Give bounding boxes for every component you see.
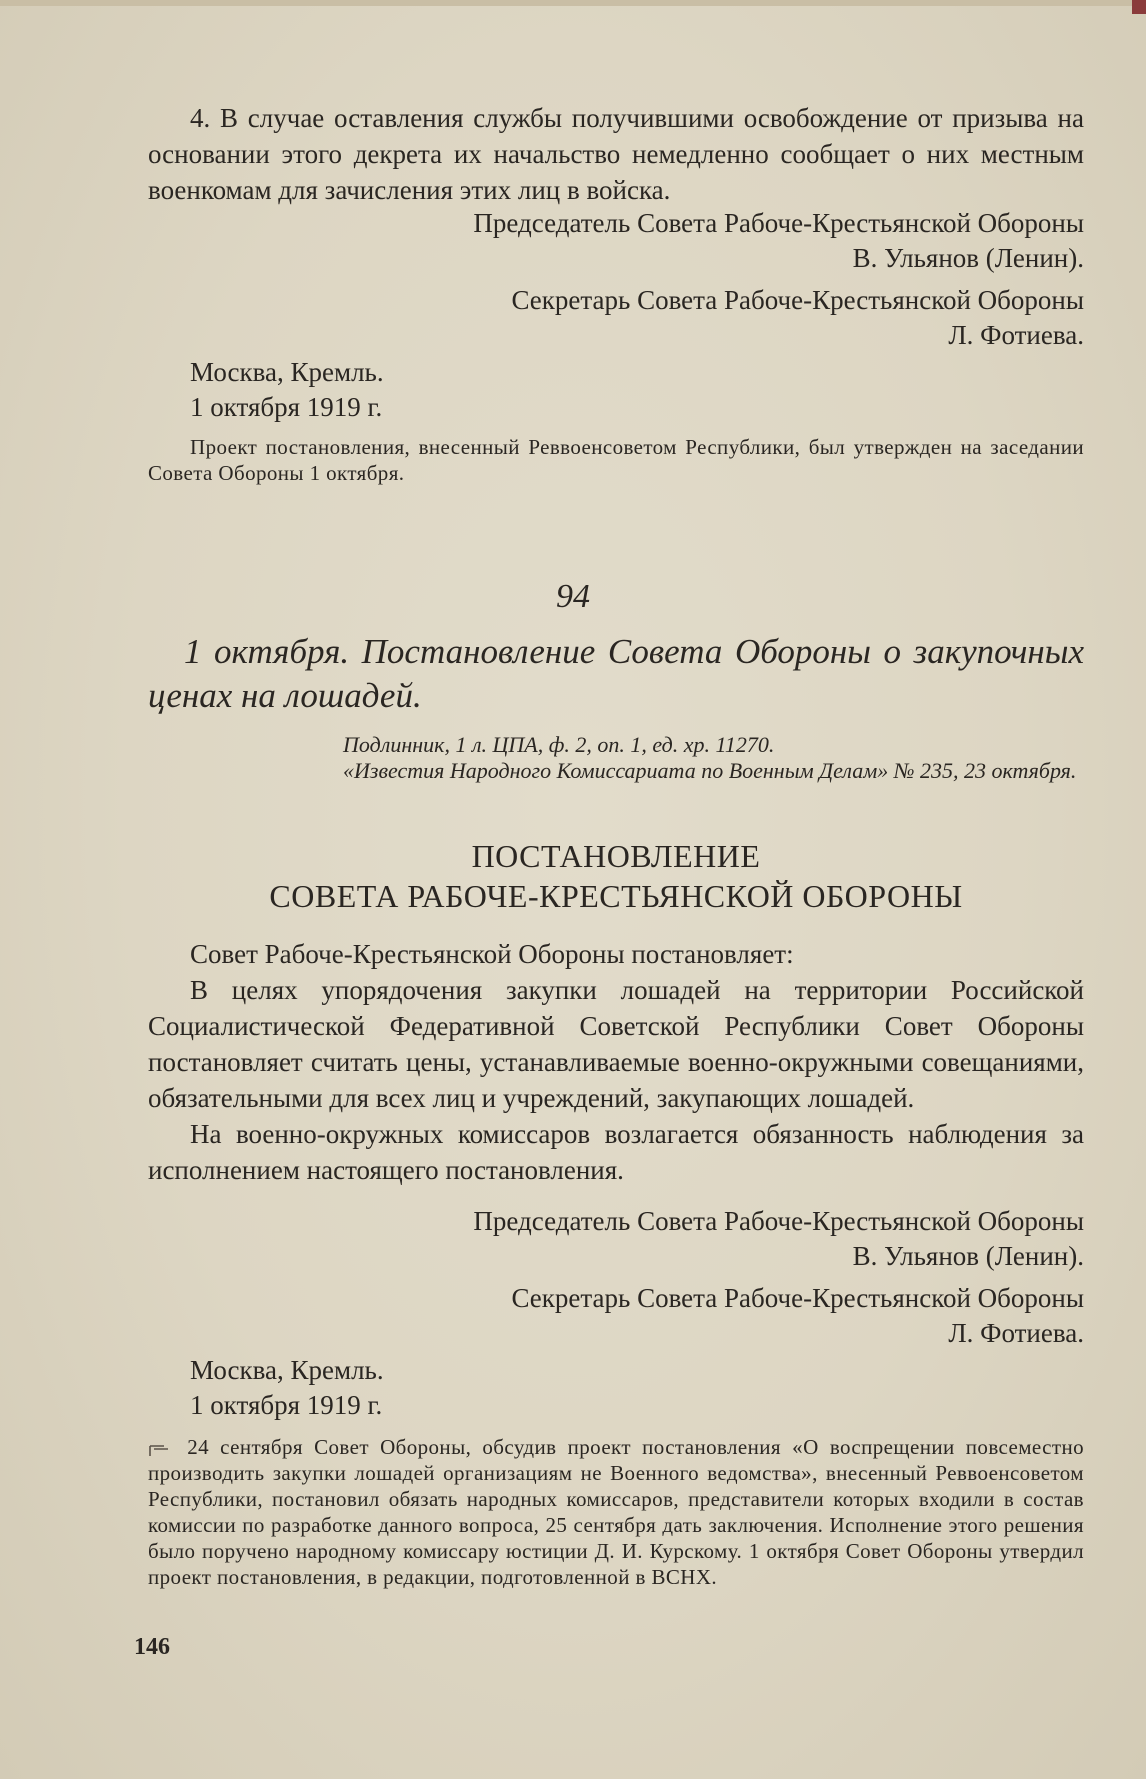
secretary-title: Секретарь Совета Рабоче-Крестьянской Обороны [511, 285, 1084, 315]
place-2: Москва, Кремль. [190, 1355, 384, 1385]
heading-line-2: СОВЕТА РАБОЧЕ-КРЕСТЬЯНСКОЙ ОБОРОНЫ [269, 878, 963, 914]
chair-name-2: В. Ульянов (Ленин). [852, 1241, 1084, 1271]
date: 1 октября 1919 г. [190, 392, 383, 422]
resolution-body [148, 936, 1084, 1188]
secretary-name: Л. Фотиева. [948, 320, 1084, 350]
previous-document-end [148, 100, 1084, 208]
footnote-text: Проект постановления, внесенный Реввоенсоветом Республики, был утвержден на заседании Совета Обороны 1 октября. [148, 435, 1084, 485]
date-2: 1 октября 1919 г. [190, 1390, 383, 1420]
heading-line-1: ПОСТАНОВЛЕНИЕ [471, 838, 761, 874]
document-number: 94 [556, 578, 590, 615]
source-archive: Подлинник, 1 л. ЦПА, ф. 2, оп. 1, ед. хр. 11270. [343, 732, 775, 757]
document-title-block [148, 630, 1084, 718]
pointer-mark-icon [148, 1440, 176, 1458]
footnote-1 [148, 434, 1084, 486]
resolution-para-3: На военно-окружных комиссаров возлагается обязанность наблюдения за исполнением настоящего постановления. [148, 1119, 1084, 1185]
document-title: 1 октября. Постановление Совета Обороны о закупочных ценах на лошадей. [148, 632, 1084, 715]
resolution-para-2: В целях упорядочения закупки лошадей на территории Российской Социалистической Федеративной Советской Республики Совет Обороны постановляет считать цены, устанавливаемые военно-окружными совещаниями, обязательными для всех лиц и учреждений, закупающих лошадей. [148, 975, 1084, 1113]
source-publication: «Известия Народного Комиссариата по Военным Делам» № 235, 23 октября. [343, 758, 1077, 783]
footnote-2-text: 24 сентября Совет Обороны, обсудив проект постановления «О воспрещении повсеместно производить закупки лошадей организациям не Военного ведомства», внесенный Реввоенсоветом Республики, постановил обязать народных комиссаров, представители которых входили в состав комиссии по разработке данного вопроса, 25 сентября дать заключения. Исполнение этого решения было поручено народному комиссару юстиции Д. И. Курскому. 1 октября Совет Обороны утвердил проект постановления, в редакции, подготовленной в ВСНХ. [148, 1435, 1084, 1589]
secretary-name-2: Л. Фотиева. [948, 1318, 1084, 1348]
page-number: 146 [134, 1634, 170, 1660]
chair-title: Председатель Совета Рабоче-Крестьянской Обороны [473, 208, 1084, 238]
signatures-1 [148, 206, 1084, 425]
resolution-para-1: Совет Рабоче-Крестьянской Обороны постановляет: [190, 939, 794, 969]
place: Москва, Кремль. [190, 357, 384, 387]
resolution-heading [148, 836, 1084, 916]
paragraph-4: 4. В случае оставления службы получившими освобождение от призыва на основании этого декрета их начальство немедленно сообщает о них местным военкомам для зачисления этих лиц в войска. [148, 103, 1084, 205]
binding-corner [1132, 0, 1146, 14]
secretary-title-2: Секретарь Совета Рабоче-Крестьянской Обороны [511, 1283, 1084, 1313]
footnote-2 [148, 1434, 1084, 1590]
chair-name: В. Ульянов (Ленин). [852, 243, 1084, 273]
chair-title-2: Председатель Совета Рабоче-Крестьянской Обороны [473, 1206, 1084, 1236]
page-edge [0, 0, 1146, 6]
source-references [148, 732, 1084, 784]
signatures-2 [148, 1204, 1084, 1423]
